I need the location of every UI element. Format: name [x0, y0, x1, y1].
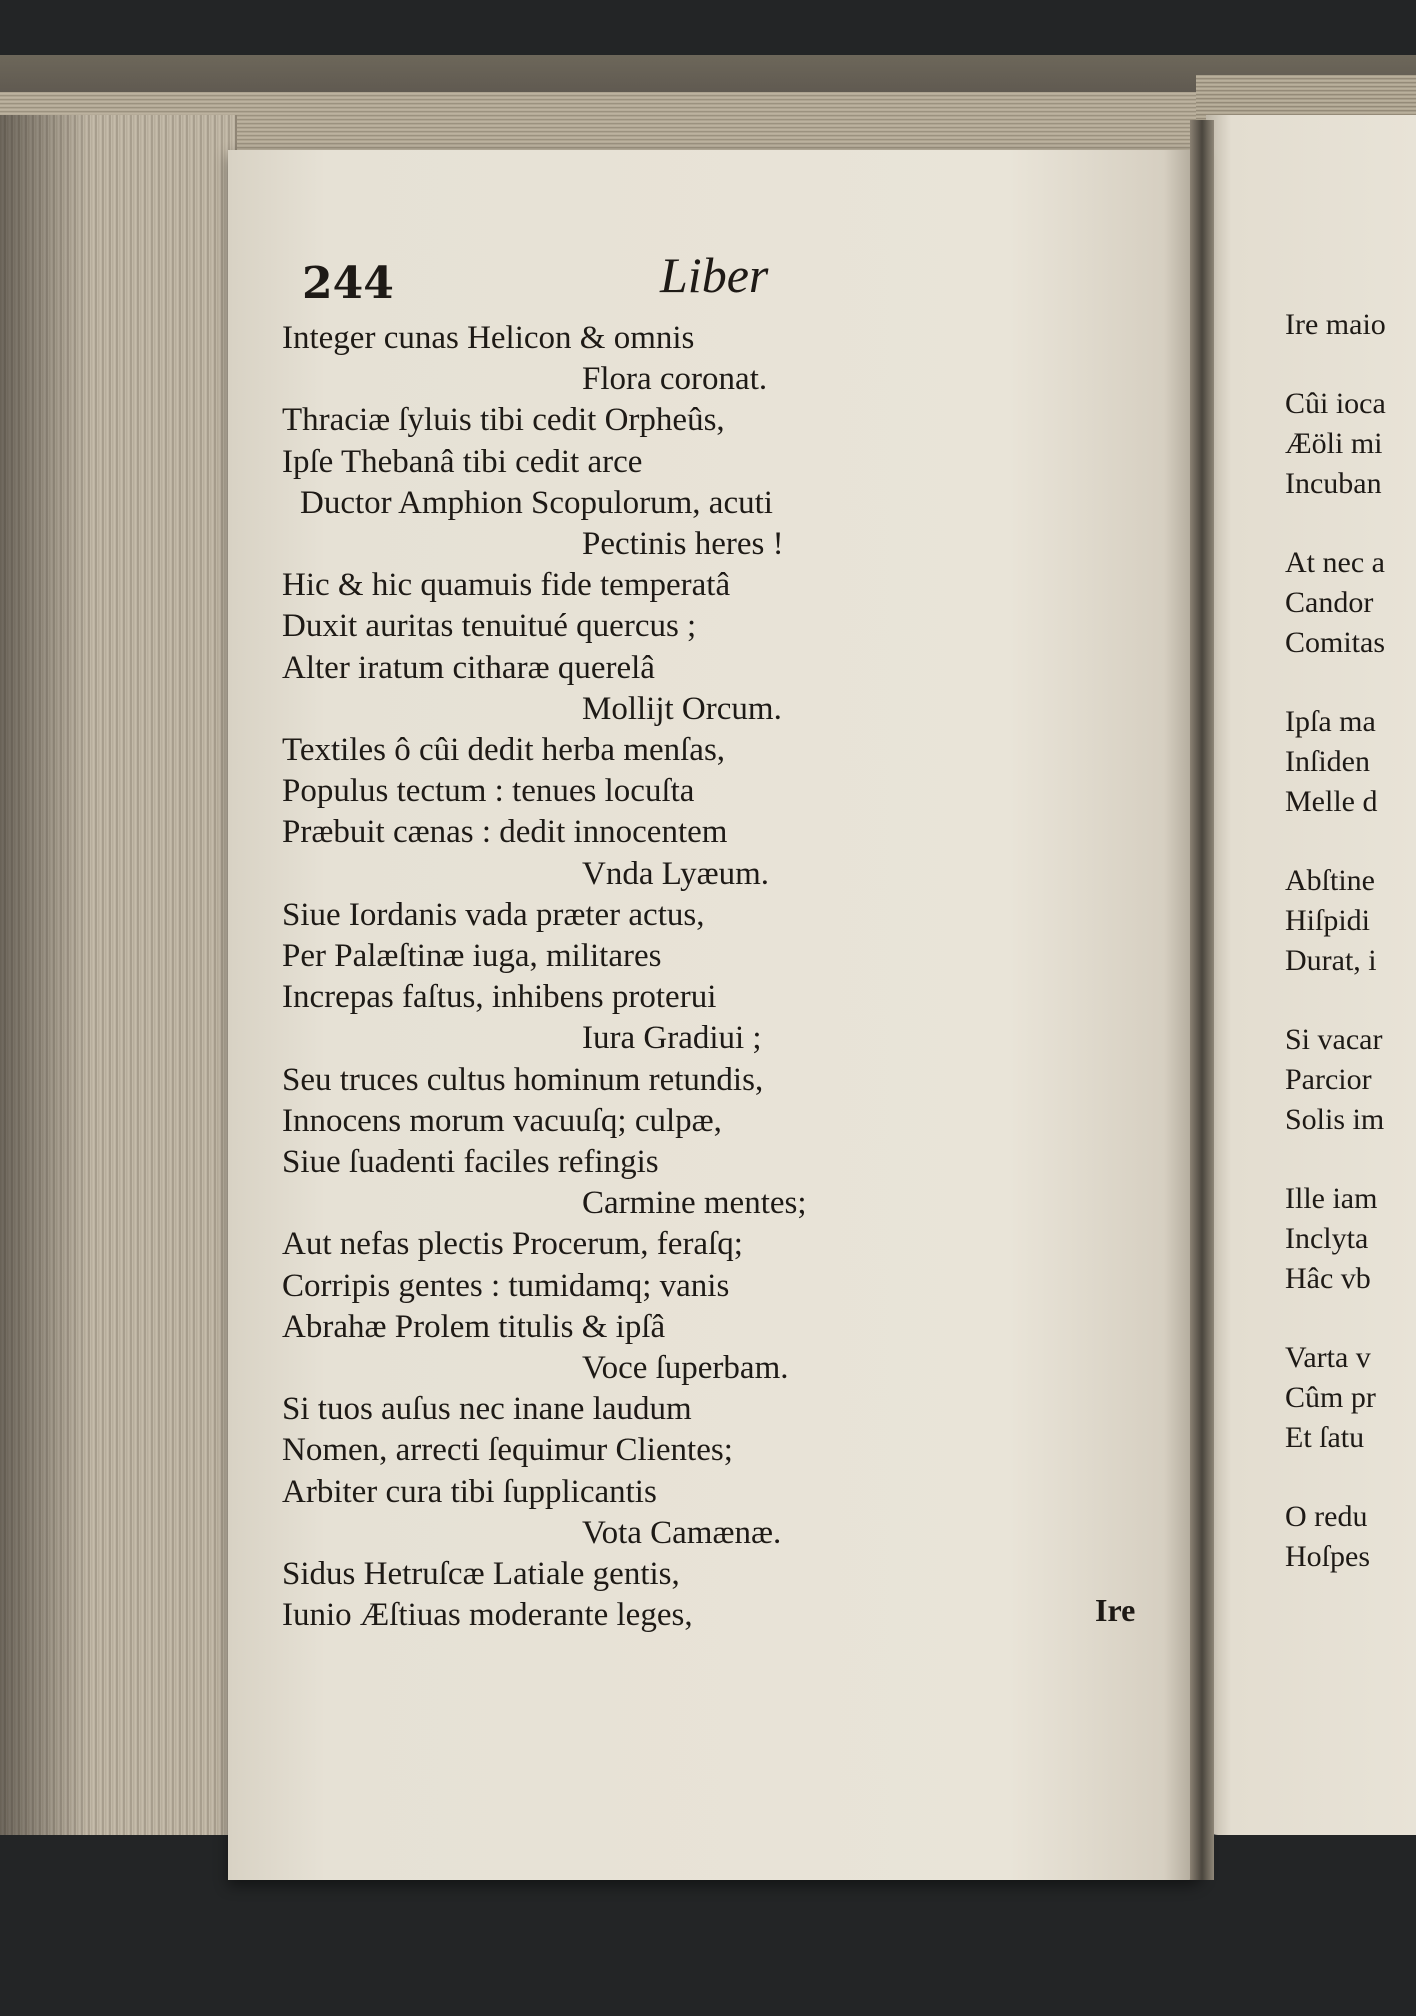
- verse-line: Alter iratum citharæ querelâ: [282, 649, 655, 686]
- right-stanza-fragment: [1285, 384, 1416, 504]
- right-stanza-fragment: [1285, 861, 1416, 981]
- right-line-fragment: Varta v: [1285, 1341, 1371, 1374]
- verse-line: Vota Camænæ.: [582, 1514, 782, 1551]
- verse-line: Hic & hic quamuis fide temperatâ: [282, 567, 731, 604]
- right-line-fragment: Si vacar: [1285, 1023, 1383, 1056]
- page-stack-shadow: [0, 115, 90, 1835]
- verse-line: Innocens morum vacuuſq; culpæ,: [282, 1102, 722, 1139]
- verse-line: Si tuos auſus nec inane laudum: [282, 1391, 692, 1428]
- verse-line: Siue ſuadenti faciles refingis: [282, 1144, 659, 1181]
- right-line-fragment: O redu: [1285, 1500, 1368, 1533]
- right-stanza-fragment: [1285, 1338, 1416, 1458]
- verse-line: Integer cunas Helicon & omnis: [282, 320, 695, 356]
- catchword: Ire: [1095, 1592, 1136, 1628]
- verse-line: Duxit auritas tenuitué quercus ;: [282, 608, 697, 645]
- verse-line: Textiles ô cûi dedit herba menſas,: [282, 732, 726, 769]
- right-line-fragment: Melle d: [1285, 785, 1378, 818]
- right-line-fragment: Parcior: [1285, 1063, 1372, 1096]
- right-line-fragment: Solis im: [1285, 1103, 1385, 1136]
- verse-line: Per Palæſtinæ iuga, militares: [282, 938, 662, 975]
- right-line-fragment: Incuban: [1285, 467, 1382, 500]
- verse-line: Iura Gradiui ;: [582, 1020, 762, 1057]
- verse-line: Pectinis heres !: [582, 526, 784, 563]
- right-line-fragment: Hoſpes: [1285, 1540, 1370, 1573]
- right-line-fragment: Cûm pr: [1285, 1381, 1376, 1414]
- verse-line: Flora coronat.: [582, 361, 768, 398]
- right-line-fragment: Et ſatu: [1285, 1421, 1365, 1454]
- verse-line: Populus tectum : tenues locuſta: [282, 773, 695, 810]
- right-line-fragment: Ire maio: [1285, 308, 1386, 341]
- verse-line: Seu truces cultus hominum retundis,: [282, 1061, 764, 1098]
- right-stanza-fragment: [1285, 1497, 1416, 1577]
- verse-line: Voce ſuperbam.: [582, 1350, 789, 1387]
- verse-line: Thraciæ ſyluis tibi cedit Orpheûs,: [282, 402, 725, 439]
- right-line-fragment: Æöli mi: [1285, 427, 1383, 460]
- left-page-text: [282, 238, 1162, 1637]
- right-line-fragment: Candor: [1285, 586, 1374, 619]
- verse-line: Præbuit cænas : dedit innocentem: [282, 814, 728, 851]
- verse-line: Mollijt Orcum.: [582, 690, 782, 727]
- verse-lines: [282, 318, 1162, 1637]
- right-page-text: [1285, 305, 1416, 1616]
- verse-line: Siue Iordanis vada præter actus,: [282, 896, 705, 933]
- verse-line: Increpas faſtus, inhibens proterui: [282, 979, 717, 1016]
- right-line-fragment: Inclyta: [1285, 1222, 1369, 1255]
- verse-line: Abrahæ Prolem titulis & ipſâ: [282, 1308, 666, 1345]
- verse-line: Ipſe Thebanâ tibi cedit arce: [282, 443, 643, 480]
- page-number: 244: [302, 258, 394, 309]
- right-line-fragment: Ille iam: [1285, 1182, 1378, 1215]
- right-line-fragment: Ipſa ma: [1285, 705, 1376, 738]
- verse-line: Aut nefas plectis Procerum, feraſq;: [282, 1226, 743, 1263]
- right-stanza-fragment: [1285, 702, 1416, 822]
- right-line-fragment: Hâc vb: [1285, 1262, 1371, 1295]
- right-stanza-fragment: [1285, 305, 1416, 345]
- verse-line: Arbiter cura tibi ſupplicantis: [282, 1473, 657, 1510]
- right-line-fragment: Abſtine: [1285, 864, 1375, 897]
- right-line-fragment: Hiſpidi: [1285, 904, 1371, 937]
- right-stanza-fragment: [1285, 1179, 1416, 1299]
- right-stanza-fragment: [1285, 543, 1416, 663]
- page-header: [282, 238, 1162, 318]
- running-title: Liber: [660, 247, 769, 303]
- verse-line: Iunio Æſtiuas moderante leges,: [282, 1597, 693, 1634]
- verse-line: Corripis gentes : tumidamq; vanis: [282, 1267, 730, 1304]
- verse-line: Vnda Lyæum.: [582, 855, 769, 892]
- verse-line: Sidus Hetruſcæ Latiale gentis,: [282, 1556, 680, 1593]
- verse-line: Ductor Amphion Scopulorum, acuti: [300, 484, 773, 521]
- right-line-fragment: At nec a: [1285, 546, 1385, 579]
- right-stanza-fragment: [1285, 1020, 1416, 1140]
- right-line-fragment: Durat, i: [1285, 944, 1377, 977]
- book-gutter: [1190, 120, 1214, 1880]
- right-line-fragment: Comitas: [1285, 626, 1386, 659]
- right-line-fragment: Inſiden: [1285, 745, 1370, 778]
- verse-line: Nomen, arrecti ſequimur Clientes;: [282, 1432, 733, 1469]
- verse-line: Carmine mentes;: [582, 1185, 807, 1222]
- right-line-fragment: Cûi ioca: [1285, 387, 1386, 420]
